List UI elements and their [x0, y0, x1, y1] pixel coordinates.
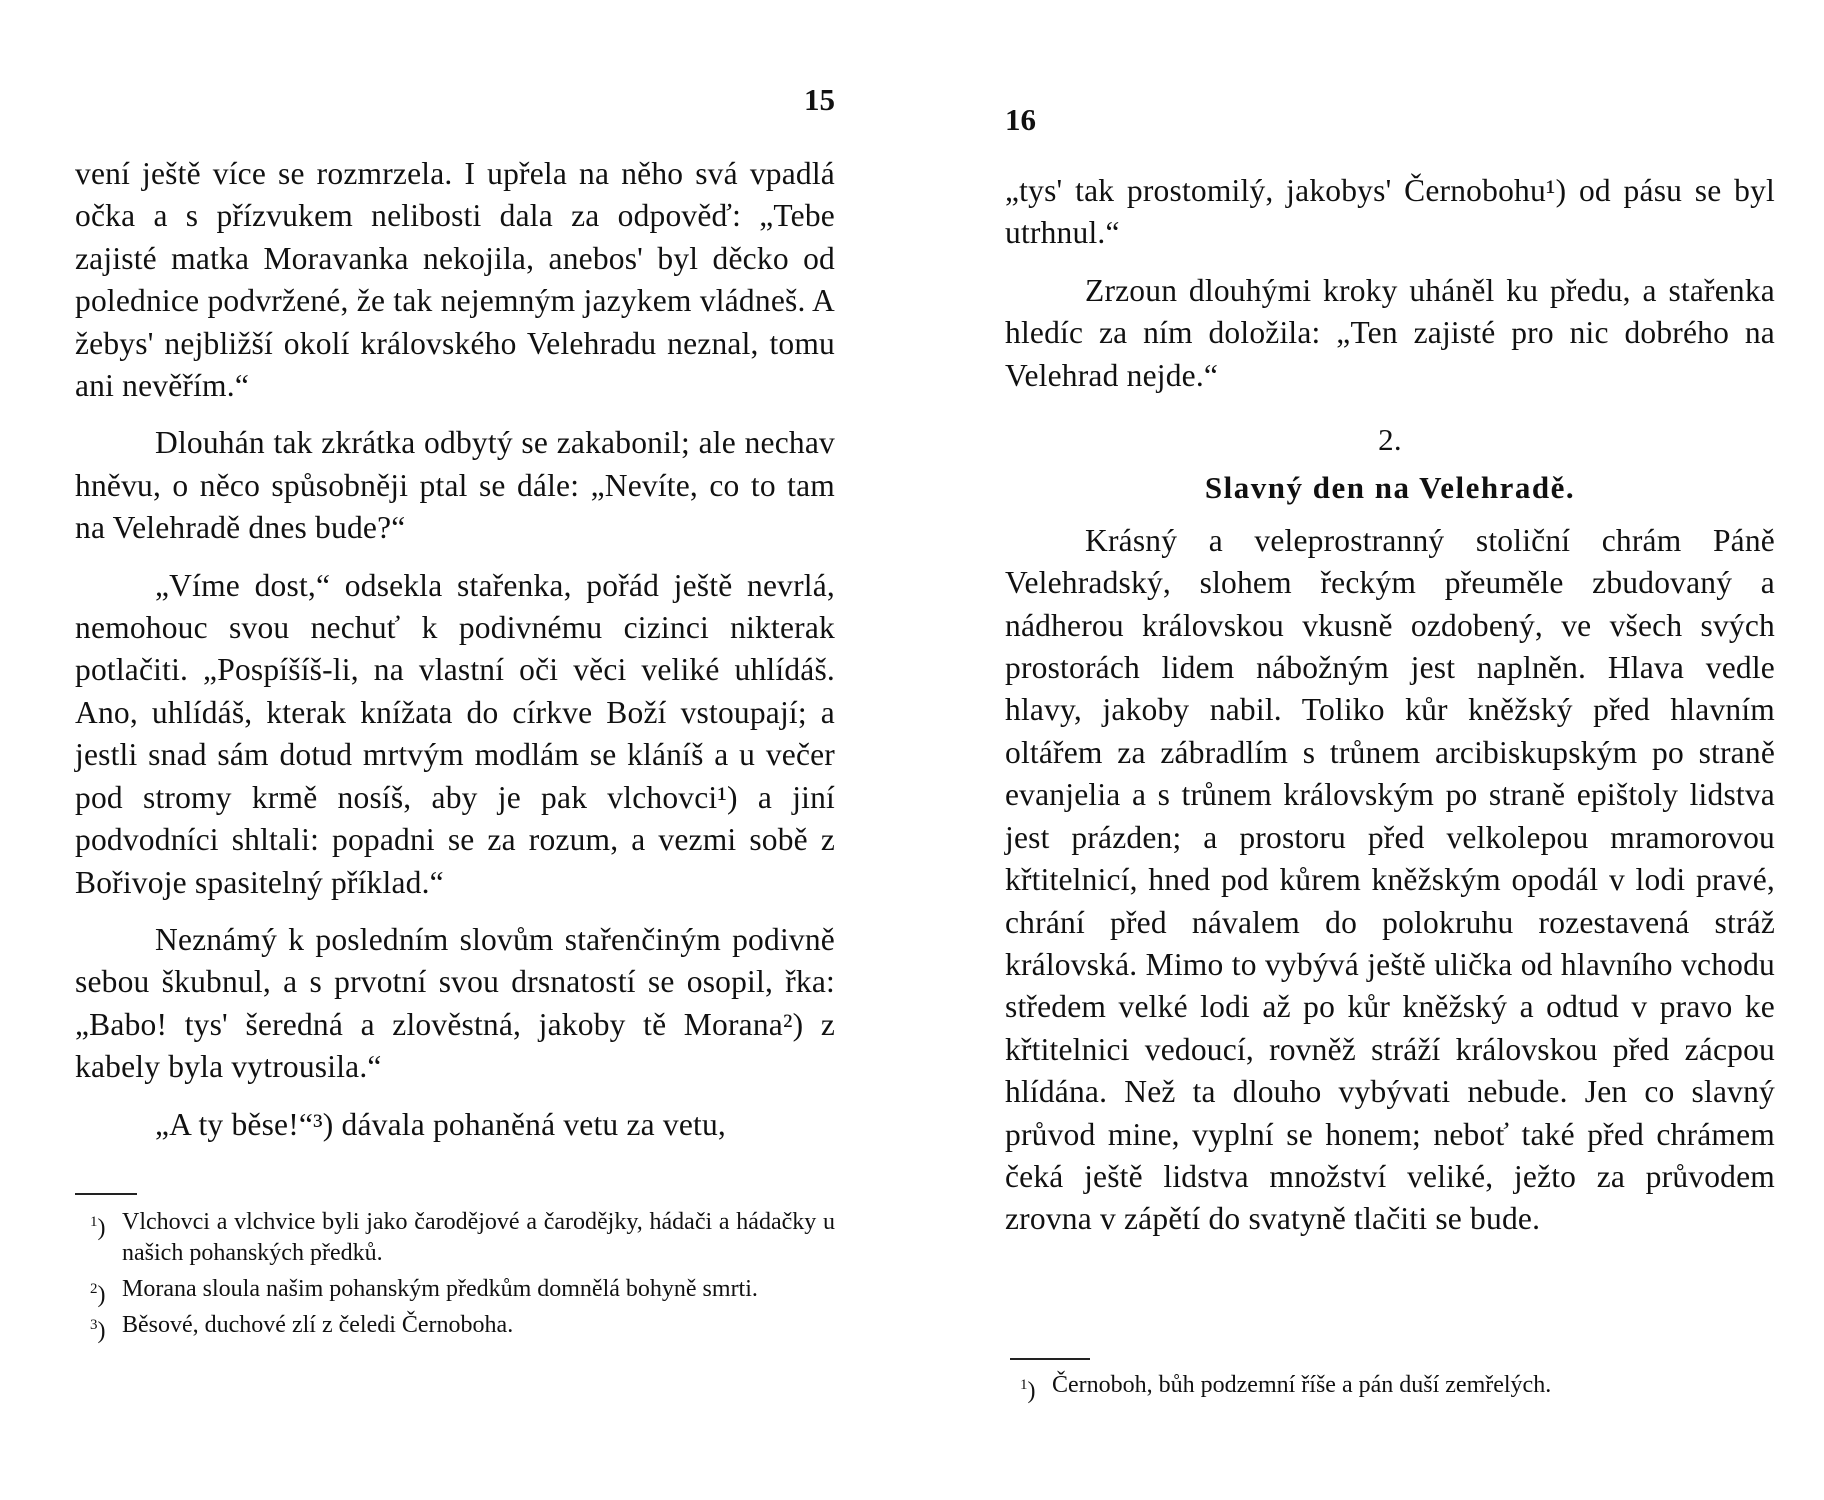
paragraph: Dlouhán tak zkrátka odbytý se zakabonil; ale nechav hněvu, o něco spůsobněji ptal se dále: „Nevíte, co to tam na Velehradě dnes bude?“ — [75, 425, 835, 546]
page-number: 16 — [1005, 102, 1036, 137]
body-text — [1005, 170, 1775, 1256]
paragraph: „Víme dost,“ odsekla stařenka, pořád ještě nevrlá, nemohouc svou nechuť k podivnému cizinci nikterak potlačiti. „Pospíšíš-li, na vlastní oči věci veliké uhlídáš. Ano, uhlídáš, kterak knížata do církve Boží vstoupají; a jestli snad sám dotud mrtvým modlám se kláníš a u večer pod stromy krmě nosíš, aby je pak vlchovci¹) a jiní podvodníci shltali: popadni se za rozum, a vezmi sobě z Bořivoje spasitelný příklad.“ — [75, 567, 835, 900]
body-text — [75, 153, 835, 1161]
page-number: 15 — [804, 82, 835, 117]
paragraph: Neznámý k posledním slovům stařenčiným podivně sebou škubnul, a s prvotní svou drsnatostí se osopil, řka: „Babo! tys' šeredná a zlověstná, jakoby tě Morana²) z kabely byla vytrousila.“ — [75, 921, 835, 1085]
footnote-text: Běsové, duchové zlí z čeledi Černoboha. — [122, 1312, 514, 1338]
footnotes — [1020, 1370, 1735, 1406]
footnotes — [90, 1207, 835, 1346]
footnote — [90, 1207, 835, 1269]
paragraph: Zrzoun dlouhými kroky uháněl ku předu, a stařenka hledíc za ním doložila: „Ten zajisté pro nic dobrého na Velehrad nejde.“ — [1005, 272, 1775, 393]
footnote-rule — [75, 1193, 137, 1195]
footnote-mark: $^1$) — [1020, 1377, 1036, 1404]
paragraph: vení ještě více se rozmrzela. I upřela na něho svá vpadlá očka a s přízvukem nelibosti dala za odpověď: „Tebe zajisté matka Moravanka nekojila, anebos' byl děcko od polednice podvržené, že tak nejemným jazykem vládneš. A žebys' nejbližší okolí královského Velehradu neznal, tomu ani nevěřím.“ — [75, 156, 835, 404]
footnote-mark: $^2$) — [90, 1281, 106, 1308]
section-number: 2. — [1378, 422, 1402, 458]
section-title: Slavný den na Velehradě. — [1204, 470, 1576, 506]
paragraph: Krásný a veleprostranný stoliční chrám Páně Velehradský, slohem řeckým přeuměle zbudovaný a nádherou královskou vkusně ozdobený, ve všech svých prostorách lidem nábožným jest naplněn. Hlava vedle hlavy, jakoby nabil. Toliko kůr kněžský před hlavním oltářem za zábradlím s trůnem arcibiskupským po straně evanjelia a s trůnem královským po straně epištoly lidstva jest prázden; a prostoru před velkolepou mramorovou křtitelnicí, hned pod kůrem kněžským opodál v lodi pravé, chrání před návalem do polokruhu rozestavená stráž královská. Mimo to vybývá ještě ulička od hlavního vchodu středem velké lodi až po kůr kněžský a odtud v pravo ke křtitelnici vedoucí, rovněž stráží královskou před zácpou hlídána. Než ta dlouho vybývati nebude. Jen co slavný průvod mine, vyplní se honem; neboť také před chrámem čeká ještě lidstva množství veliké, ježto za průvodem zrovna v zápětí do svatyně tlačiti se bude. — [1005, 522, 1775, 1237]
paragraph: „tys' tak prostomilý, jakobys' Černobohu¹) od pásu se byl utrhnul.“ — [1005, 173, 1775, 251]
paragraph: „A ty běse!“³) dávala pohaněná vetu za vetu, — [155, 1106, 726, 1142]
footnote — [90, 1310, 835, 1344]
footnote — [90, 1274, 835, 1308]
footnote-mark: $^3$) — [90, 1317, 106, 1344]
footnote-mark: $^1$) — [90, 1214, 106, 1241]
footnote-rule — [1010, 1358, 1090, 1360]
footnote-text: Vlchovci a vlchvice byli jako čarodějové a čarodějky, hádači a hádačky u našich pohanských předků. — [122, 1209, 835, 1266]
footnote-text: Morana sloula našim pohanským předkům domnělá bohyně smrti. — [122, 1276, 758, 1302]
footnote-text: Černoboh, bůh podzemní říše a pán duší zemřelých. — [1052, 1372, 1552, 1398]
left-page — [75, 0, 835, 1500]
footnote — [1020, 1370, 1735, 1404]
right-page — [1005, 0, 1775, 1500]
